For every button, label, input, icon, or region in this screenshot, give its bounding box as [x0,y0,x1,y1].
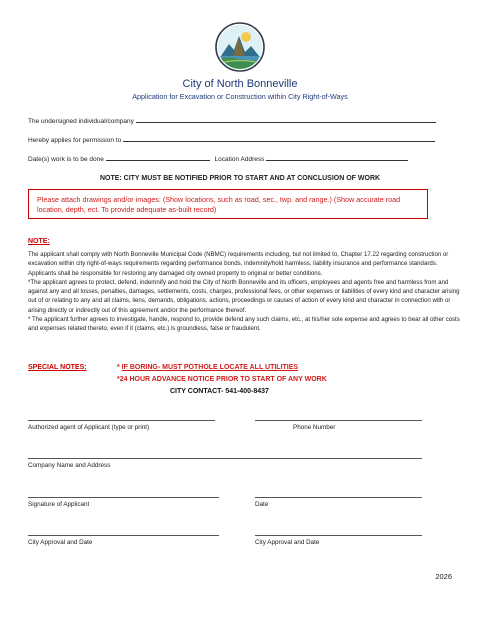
date-label: Date(s) work is to be done [28,156,104,163]
notification-banner: NOTE: CITY MUST BE NOTIFIED PRIOR TO START AND AT CONCLUSION OF WORK [99,175,381,182]
permission-label: Hereby applies for permission to [28,137,122,144]
advance-notice: *24 HOUR ADVANCE NOTICE PRIOR TO START OF ANY WORK [117,376,327,383]
phone-label: Phone Number [293,424,336,431]
signature-label: Signature of Applicant [28,501,90,508]
attach-drawings-note: Please attach drawings and/or images: (Show locations, such as road, sec., twp. and range.) (Show accurate road location, depth, ect. To provide adequate as-built record) [28,189,428,219]
boring-note [117,364,298,371]
note-paragraph: The applicant shall comply with North Bonneville Municipal Code (NBMC) requirements including, but not limited to, Chapter 17.22 regarding construction or excavation within city right-of-ways requirements regarding performance bonds, indemnity/hold harmless, liability insurance and performance standards. Applicants shall be responsible for restoring any damaged city owned property to original or better conditions. [28,251,449,277]
permission-field[interactable] [123,135,435,142]
note-heading: NOTE: [28,238,50,245]
permission-row [28,135,435,144]
date-field[interactable] [106,154,210,161]
boring-prefix: * [117,364,122,371]
form-title: Application for Excavation or Construction within City Right-of-Ways [132,92,348,101]
note-body [28,250,460,334]
agent-label: Authorized agent of Applicant (type or print) [28,424,150,431]
city-name: City of North Bonneville [182,78,298,90]
undersigned-field[interactable] [136,116,436,123]
date-sig-label: Date [255,501,269,508]
city-approval-line-1[interactable] [28,535,219,536]
signature-line[interactable] [28,497,219,498]
boring-text: IF BORING- MUST POTHOLE LOCATE ALL UTILITIES [121,364,299,371]
city-approval-line-2[interactable] [255,535,422,536]
company-line[interactable] [28,458,422,459]
form-year: 2026 [435,572,452,581]
phone-line[interactable] [255,420,422,421]
date-row [28,154,408,163]
date-line[interactable] [255,497,422,498]
company-label: Company Name and Address [28,462,111,469]
location-field[interactable] [266,154,408,161]
undersigned-label: The undersigned individual/company [28,118,134,125]
city-approval-label-1: City Approval and Date [28,539,93,546]
agent-line[interactable] [28,420,215,421]
note-paragraph: *The applicant agrees to protect, defend, indemnify and hold the City of North Bonneville and its officers, employees and agents free and harmless from and against any and all losses, penalties, damages, settlements, costs, charges, professional fees, or other expenses or liabilities of every kind and character arising out of or relating to any and all claims, liens, demands, obligations, actions, proceedings or causes of action of every kind and character in connection with or arising directly or indirectly out of this agreement and/or the performance thereof. [28,278,460,314]
city-approval-label-2: City Approval and Date [255,539,320,546]
special-notes-label: SPECIAL NOTES: [28,364,87,371]
city-seal-logo [215,22,265,72]
city-contact: CITY CONTACT- 541-400-8437 [170,388,269,395]
note-paragraph: * The applicant further agrees to investigate, handle, respond to, provide defend any such claims, etc., at his/her sole expense and agrees to bear all other costs and expenses related thereto, even if it (claims, etc.) is groundless, false or fraudulent. [28,316,460,333]
undersigned-row [28,116,436,125]
location-label: Location Address [214,156,265,163]
